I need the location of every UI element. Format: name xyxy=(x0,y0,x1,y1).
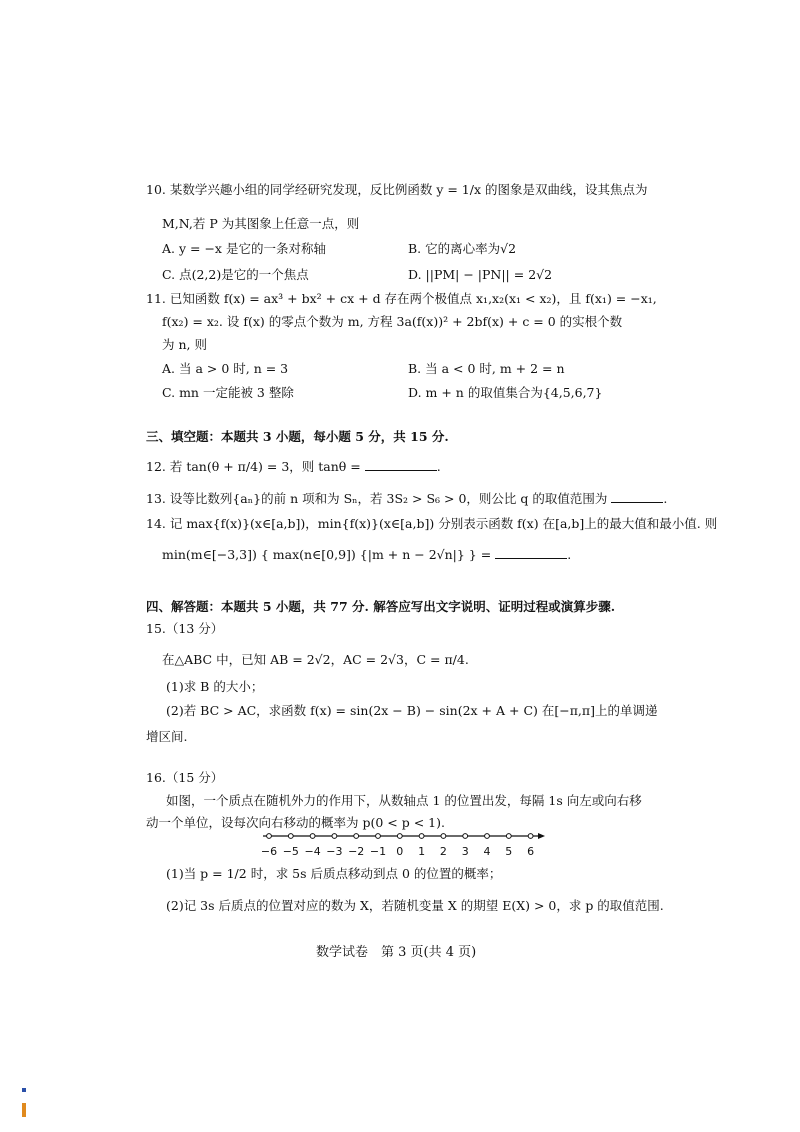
q15-part2-continued: 增区间. xyxy=(146,729,188,744)
number-line-axis xyxy=(255,828,545,846)
q10-option-a: A. y = −x 是它的一条对称轴 xyxy=(162,241,326,256)
number-line-tick-label: −5 xyxy=(282,845,299,858)
q10-option-d: D. ||PM| − |PN|| = 2√2 xyxy=(408,267,553,282)
number-line-tick-label: 5 xyxy=(505,845,513,858)
q10-option-c: C. 点(2,2)是它的一个焦点 xyxy=(162,267,309,282)
q11-stem-line2: f(x₂) = x₂. 设 f(x) 的零点个数为 m, 方程 3a(f(x))² + 2bf(x) + c = 0 的实根个数 xyxy=(162,314,623,329)
number-line-point xyxy=(267,834,272,839)
number-line-point xyxy=(376,834,381,839)
q14-line1: 14. 记 max{f(x)}(x∈[a,b])，min{f(x)}(x∈[a,b]) 分别表示函数 f(x) 在[a,b]上的最大值和最小值. 则 xyxy=(146,516,718,531)
number-line-point xyxy=(506,834,511,839)
q10-option-b: B. 它的离心率为√2 xyxy=(408,241,517,256)
q11-stem-line1: 11. 已知函数 f(x) = ax³ + bx² + cx + d 存在两个极值点 x₁,x₂(x₁ < x₂)，且 f(x₁) = −x₁, xyxy=(146,291,657,306)
number-line-tick-label: 2 xyxy=(439,845,447,858)
q13-text: 13. 设等比数列{aₙ}的前 n 项和为 Sₙ，若 3S₂ > S₆ > 0，则公比 q 的取值范围为 xyxy=(146,491,608,506)
q15-stem: 在△ABC 中，已知 AB = 2√2，AC = 2√3，C = π/4. xyxy=(162,652,469,667)
number-line-figure xyxy=(255,828,545,860)
q14-period: . xyxy=(567,547,572,562)
q11-option-b: B. 当 a < 0 时, m + 2 = n xyxy=(408,361,565,376)
number-line-point xyxy=(288,834,293,839)
number-line-point xyxy=(332,834,337,839)
number-line-tick-label: −3 xyxy=(326,845,343,858)
number-line-tick-label: 4 xyxy=(483,845,491,858)
number-line-tick-label: 1 xyxy=(418,845,426,858)
scan-mark-blue xyxy=(22,1088,26,1092)
number-line-tick-label: 6 xyxy=(527,845,535,858)
q13-period: . xyxy=(663,491,668,506)
q14-line2 xyxy=(162,546,571,564)
q12-line xyxy=(146,458,441,476)
q15-header: 15.（13 分） xyxy=(146,621,224,636)
q11-stem-line3: 为 n, 则 xyxy=(162,337,207,352)
q10-stem-line1: 10. 某数学兴趣小组的同学经研究发现，反比例函数 y = 1/x 的图象是双曲线，设其焦点为 xyxy=(146,182,648,197)
q12-period: . xyxy=(436,459,441,474)
number-line-tick-label: −1 xyxy=(369,845,387,858)
section-3-heading: 三、填空题：本题共 3 小题，每小题 5 分，共 15 分. xyxy=(146,429,449,444)
number-line-point xyxy=(354,834,359,839)
q10-stem-line2: M,N,若 P 为其图象上任意一点，则 xyxy=(162,216,360,231)
q16-stem-line2: 动一个单位，设每次向右移动的概率为 p(0 < p < 1). xyxy=(146,815,445,830)
number-line-tick-label: −2 xyxy=(348,845,365,858)
q12-text: 12. 若 tan(θ + π/4) = 3，则 tanθ = xyxy=(146,459,361,474)
number-line-point xyxy=(397,834,402,839)
q14-answer-blank xyxy=(495,546,567,559)
number-line-tick-label: 0 xyxy=(396,845,404,858)
number-line-point xyxy=(419,834,424,839)
q11-option-c: C. mn 一定能被 3 整除 xyxy=(162,385,294,400)
section-4-heading: 四、解答题：本题共 5 小题，共 77 分. 解答应写出文字说明、证明过程或演算步骤. xyxy=(146,599,616,614)
q15-part2: (2)若 BC > AC，求函数 f(x) = sin(2x − B) − sin(2x + A + C) 在[−π,π]上的单调递 xyxy=(166,703,658,718)
q16-header: 16.（15 分） xyxy=(146,770,224,785)
number-line-tick-label: −4 xyxy=(304,845,321,858)
q15-part1: (1)求 B 的大小； xyxy=(166,679,264,694)
q13-answer-blank xyxy=(611,490,663,503)
q11-option-d: D. m + n 的取值集合为{4,5,6,7} xyxy=(408,385,603,400)
number-line-tick-label: −6 xyxy=(260,845,278,858)
number-line-point xyxy=(463,834,468,839)
q16-stem-line1: 如图，一个质点在随机外力的作用下，从数轴点 1 的位置出发，每隔 1s 向左或向右移 xyxy=(166,793,642,808)
number-line-point xyxy=(441,834,446,839)
q14-expression: min(m∈[−3,3]) { max(n∈[0,9]) {|m + n − 2√n|} } = xyxy=(162,547,492,562)
number-line-point xyxy=(485,834,490,839)
page-footer: 数学试卷 第 3 页(共 4 页) xyxy=(316,945,477,960)
q13-line xyxy=(146,490,667,508)
q11-option-a: A. 当 a > 0 时, n = 3 xyxy=(162,361,289,376)
q16-part2: (2)记 3s 后质点的位置对应的数为 X，若随机变量 X 的期望 E(X) > 0，求 p 的取值范围. xyxy=(166,898,664,913)
number-line-point xyxy=(310,834,315,839)
scan-mark-orange xyxy=(22,1103,26,1117)
number-line-tick-label: 3 xyxy=(461,845,469,858)
number-line-point xyxy=(528,834,533,839)
q12-answer-blank xyxy=(365,458,437,471)
q16-part1: (1)当 p = 1/2 时，求 5s 后质点移动到点 0 的位置的概率； xyxy=(166,866,502,881)
